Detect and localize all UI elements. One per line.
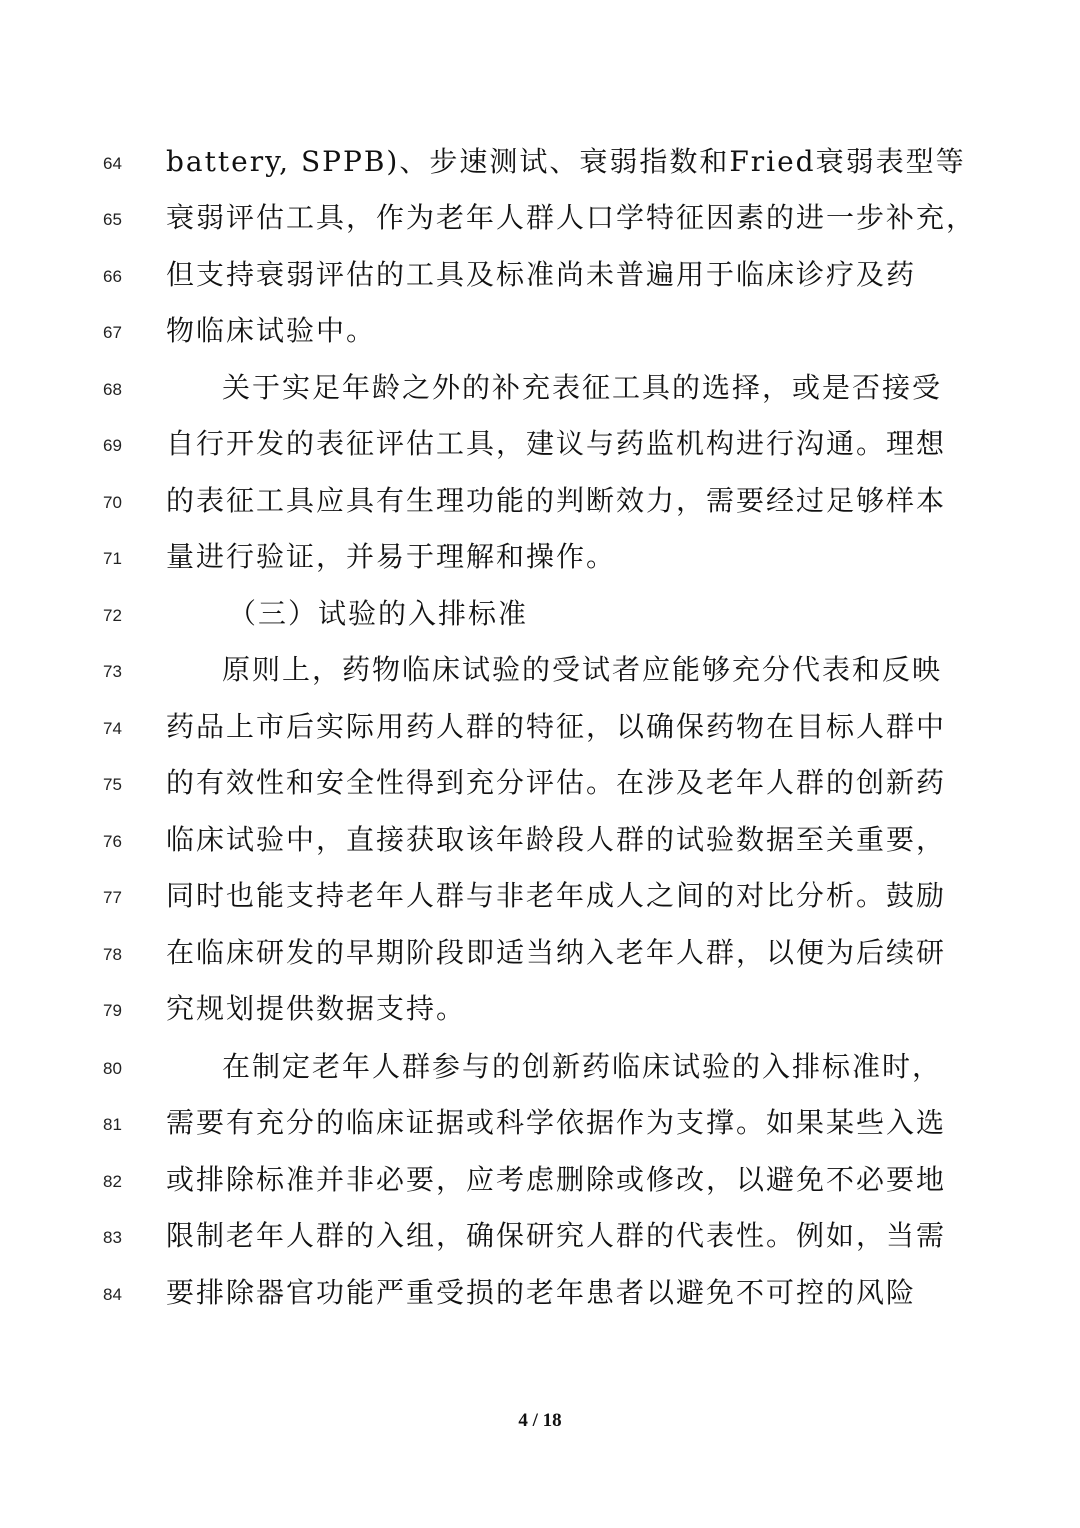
- line-number: 73: [103, 662, 122, 681]
- line-text: 在制定老年人群参与的创新药临床试验的入排标准时，: [222, 1050, 943, 1083]
- text-line: [0, 822, 1080, 862]
- line-number: 82: [103, 1172, 122, 1191]
- text-line: [0, 765, 1080, 805]
- line-text: 药品上市后实际用药人群的特征，以确保药物在目标人群中: [166, 710, 947, 743]
- line-text: 临床试验中，直接获取该年龄段人群的试验数据至关重要，: [166, 823, 947, 856]
- line-text: 需要有充分的临床证据或科学依据作为支撑。如果某些入选: [166, 1106, 947, 1139]
- text-line: [0, 200, 1080, 240]
- line-text: 同时也能支持老年人群与非老年成人之间的对比分析。鼓励: [166, 879, 947, 912]
- line-number: 84: [103, 1285, 122, 1304]
- text-line: [0, 1049, 1080, 1089]
- section-heading: （三）试验的入排标准: [228, 597, 529, 630]
- line-text: 的有效性和安全性得到充分评估。在涉及老年人群的创新药: [166, 766, 947, 799]
- line-number: 70: [103, 493, 122, 512]
- line-number: 80: [103, 1059, 122, 1078]
- line-number: 77: [103, 888, 122, 907]
- text-line: [0, 370, 1080, 410]
- line-text: 物临床试验中。: [166, 314, 377, 347]
- line-text: 要排除器官功能严重受损的老年患者以避免不可控的风险: [166, 1276, 917, 1309]
- line-number: 69: [103, 436, 122, 455]
- text-line: [0, 709, 1080, 749]
- text-line: [0, 935, 1080, 975]
- line-number: 66: [103, 267, 122, 286]
- line-number: 72: [103, 606, 122, 625]
- line-number: 68: [103, 380, 122, 399]
- line-number: 64: [103, 154, 122, 173]
- line-number: 65: [103, 210, 122, 229]
- line-text: 但支持衰弱评估的工具及标准尚未普遍用于临床诊疗及药: [166, 258, 917, 291]
- line-text: 量进行验证，并易于理解和操作。: [166, 540, 617, 573]
- text-line: [0, 1162, 1080, 1202]
- line-text: battery, SPPB)、步速测试、衰弱指数和Fried衰弱表型等: [166, 145, 966, 178]
- line-text: 关于实足年龄之外的补充表征工具的选择，或是否接受: [222, 371, 943, 404]
- page-number: 4 / 18: [518, 1410, 562, 1431]
- text-line: [0, 1218, 1080, 1258]
- line-number: 81: [103, 1115, 122, 1134]
- line-text: 的表征工具应具有生理功能的判断效力，需要经过足够样本: [166, 484, 947, 517]
- text-line: [0, 1275, 1080, 1315]
- text-line: [0, 1105, 1080, 1145]
- line-number: 83: [103, 1228, 122, 1247]
- line-text: 在临床研发的早期阶段即适当纳入老年人群，以便为后续研: [166, 936, 947, 969]
- line-text: 限制老年人群的入组，确保研究人群的代表性。例如，当需: [166, 1219, 947, 1252]
- text-line: [0, 426, 1080, 466]
- line-number: 71: [103, 549, 122, 568]
- line-number: 76: [103, 832, 122, 851]
- text-line: [0, 257, 1080, 297]
- line-text: 究规划提供数据支持。: [166, 992, 467, 1025]
- line-number: 79: [103, 1001, 122, 1020]
- text-line: [0, 483, 1080, 523]
- section-heading-line: [0, 596, 1080, 636]
- line-number: 74: [103, 719, 122, 738]
- line-number: 67: [103, 323, 122, 342]
- line-text: 原则上，药物临床试验的受试者应能够充分代表和反映: [222, 653, 943, 686]
- line-text: 衰弱评估工具，作为老年人群人口学特征因素的进一步补充，: [166, 201, 977, 234]
- text-line: [0, 878, 1080, 918]
- text-line: [0, 652, 1080, 692]
- line-number: 78: [103, 945, 122, 964]
- text-line: [0, 991, 1080, 1031]
- line-text: 或排除标准并非必要，应考虑删除或修改，以避免不必要地: [166, 1163, 947, 1196]
- line-text: 自行开发的表征评估工具，建议与药监机构进行沟通。理想: [166, 427, 947, 460]
- text-line: [0, 539, 1080, 579]
- line-number: 75: [103, 775, 122, 794]
- text-line: [0, 313, 1080, 353]
- text-line: [0, 144, 1080, 184]
